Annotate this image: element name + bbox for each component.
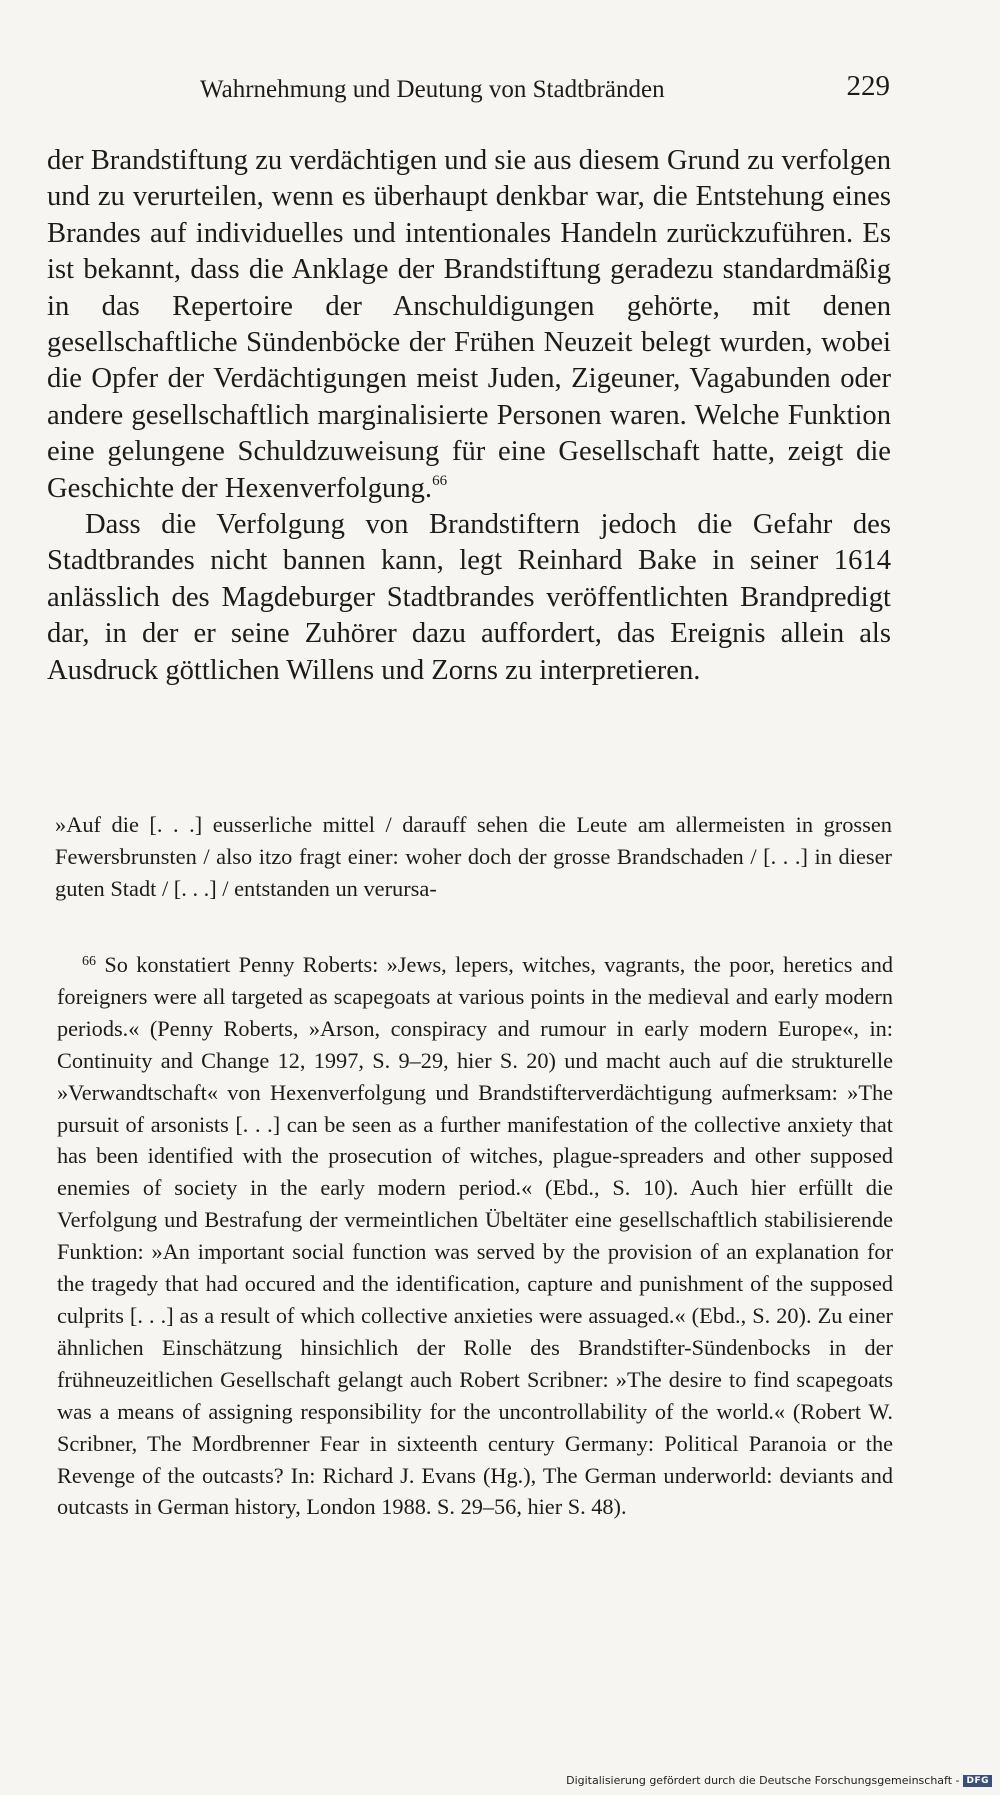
digitization-notice	[566, 1774, 992, 1787]
paragraph-text: der Brandstiftung zu verdächtigen und sie aus diesem Grund zu verfolgen und zu verurteilen, wenn es überhaupt denkbar war, die Entstehung eines Brandes auf individuelles und intentionales Handeln zurückzuführen. Es ist bekannt, dass die Anklage der Brandstiftung geradezu standardmäßig in das Repertoire der Anschuldigungen gehörte, mit denen gesellschaftliche Sündenböcke der Frühen Neuzeit belegt wurden, wobei die Opfer der Verdächtigungen meist Juden, Zigeuner, Vagabunden oder andere gesellschaftlich marginalisierte Personen waren. Welche Funktion eine gelungene Schuldzuweisung für eine Gesellschaft hatte, zeigt die Geschichte der Hexenverfolgung.	[47, 145, 891, 504]
body-paragraph	[47, 143, 891, 507]
quote-text: »Auf die [. . .] eusserliche mittel / darauff sehen die Leute am allermeisten in grossen Fewersbrunsten / also itzo fragt einer: woher doch der grosse Brandschaden / [. . .] in dieser guten Stadt / [. . .] / entstanden un verursa-	[55, 812, 892, 901]
digitization-notice-text: Digitalisierung gefördert durch die Deutsche Forschungsgemeinschaft -	[566, 1774, 960, 1787]
page-number: 229	[846, 70, 890, 102]
main-text	[47, 143, 891, 689]
body-paragraph: Dass die Verfolgung von Brandstiftern jedoch die Gefahr des Stadtbrandes nicht bannen kann, legt Reinhard Bake in seiner 1614 anlässlich des Magdeburger Stadtbrandes veröffentlichten Brandpredigt dar, in der er seine Zuhörer dazu auffordert, das Ereignis allein als Ausdruck göttlichen Willens und Zorns zu interpretieren.	[47, 509, 891, 686]
footnote-reference[interactable]: 66	[432, 472, 448, 489]
block-quote	[55, 809, 892, 905]
footnote-number: 66	[82, 954, 96, 969]
footnote-text: So konstatiert Penny Roberts: »Jews, lepers, witches, vagrants, the poor, heretics and foreigners were all targeted as scapegoats at various points in the medieval and early modern periods.« (Penny Roberts, »Arson, conspiracy and rumour in early modern Europe«, in: Continuity and Change 12, 1997, S. 9–29, hier S. 20) und macht auch auf die strukturelle »Verwandtschaft« von Hexenverfolgung und Brandstifterverdächtigung aufmerksam: »The pursuit of arsonists [. . .] can be seen as a further manifestation of the collective anxiety that has been identified with the prosecution of witches, plague-spreaders and other supposed enemies of society in the early modern period.« (Ebd., S. 10). Auch hier erfüllt die Verfolgung und Bestrafung der vermeintlichen Übeltäter eine gesellschaftlich stabilisierende Funktion: »An important social function was served by the provision of an explanation for the tragedy that had occured and the identification, capture and punishment of the supposed culprits [. . .] as a result of which collective anxieties were assuaged.« (Ebd., S. 20). Zu einer ähnlichen Einschätzung hinsichlich der Rolle des Brandstifter-Sündenbocks in der frühneuzeitlichen Gesellschaft gelangt auch Robert Scribner: »The desire to find scapegoats was a means of assigning responsibility for the uncontrollability of the world.« (Robert W. Scribner, The Mordbrenner Fear in sixteenth century Germany: Political Paranoia or the Revenge of the outcasts? In: Richard J. Evans (Hg.), The German underworld: deviants and outcasts in German history, London 1988. S. 29–56, hier S. 48).	[57, 952, 894, 1520]
footnote	[57, 949, 893, 1523]
running-title: Wahrnehmung und Deutung von Stadtbränden	[200, 76, 665, 103]
dfg-logo: DFG	[963, 1775, 992, 1787]
running-head	[190, 70, 890, 110]
footnote-paragraph	[57, 949, 893, 1523]
